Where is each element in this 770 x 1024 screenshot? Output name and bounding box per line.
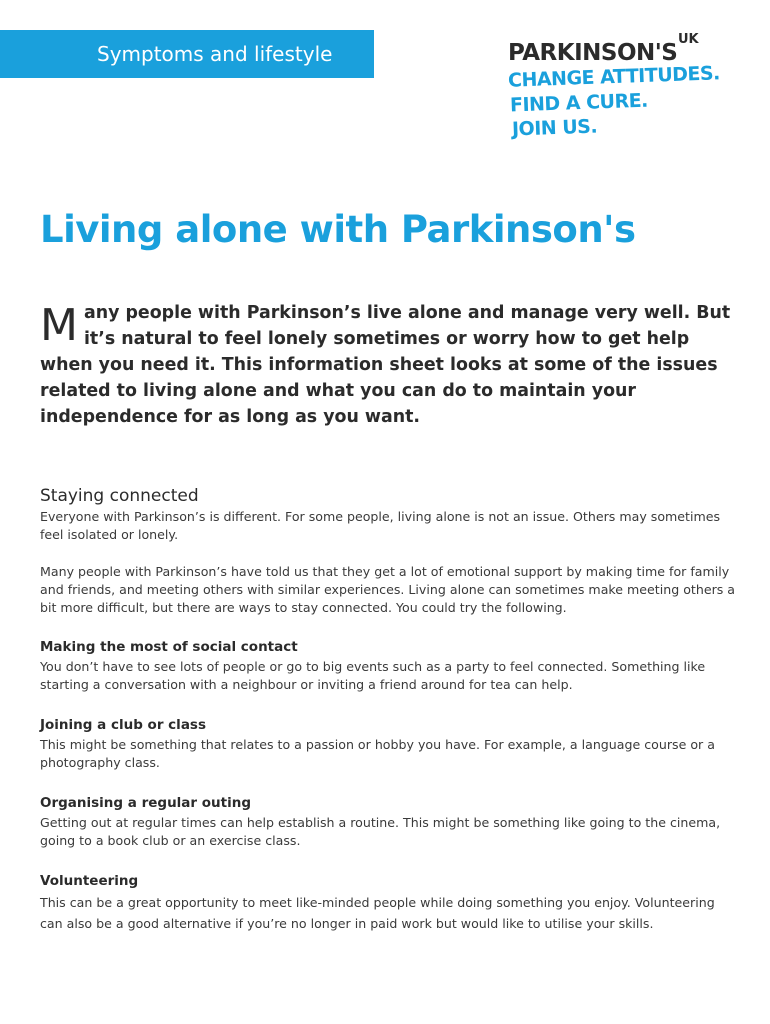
- paragraph-staying-connected-2: Many people with Parkinson’s have told us that they get a lot of emotional support by making time for family and friends, and meeting others with similar experiences. Living alone can sometimes make meeting others a bit more difficult, but there are ways to stay connected. You could try the following.: [40, 564, 736, 615]
- logo-slogan-line-2: FIND A CURE.: [509, 89, 649, 117]
- intro-paragraph: [40, 300, 740, 430]
- intro-text: any people with Parkinson’s live alone and manage very well. But it’s natural to feel lonely sometimes or worry how to get help when you need it. This information sheet looks at some of the issues related to living alone and what you can do to maintain your independence for as long as you want.: [40, 303, 731, 427]
- paragraph-club: This might be something that relates to a passion or hobby you have. For example, a language course or a photography class.: [40, 737, 715, 770]
- heading-volunteering: Volunteering: [40, 873, 139, 889]
- parkinsons-uk-logo: [508, 32, 748, 142]
- page-title: Living alone with Parkinson's: [40, 208, 636, 251]
- heading-staying-connected: Staying connected: [40, 486, 199, 506]
- paragraph-volunteering: This can be a great opportunity to meet like-minded people while doing something you enjoy. Volunteering can also be a good alternative if you’re no longer in paid work but would like to utilise your skills.: [40, 895, 715, 931]
- paragraph-staying-connected-1: Everyone with Parkinson’s is different. For some people, living alone is not an issue. Others may sometimes feel isolated or lonely.: [40, 509, 721, 542]
- logo-superscript: UK: [678, 32, 699, 47]
- heading-social-contact: Making the most of social contact: [40, 639, 298, 655]
- section-banner: [0, 30, 374, 78]
- logo-brand: PARKINSON'S: [508, 40, 678, 66]
- logo-slogan-line-3: JOIN US.: [511, 115, 598, 141]
- banner-label: Symptoms and lifestyle: [97, 42, 333, 66]
- heading-club: Joining a club or class: [40, 717, 206, 733]
- paragraph-outing: Getting out at regular times can help establish a routine. This might be something like going to the cinema, going to a book club or an exercise class.: [40, 815, 721, 848]
- heading-outing: Organising a regular outing: [40, 795, 252, 811]
- paragraph-social-contact: You don’t have to see lots of people or go to big events such as a party to feel connected. Something like starting a conversation with a neighbour or inviting a friend around for tea can help.: [40, 659, 706, 692]
- logo-slogan-line-1: CHANGE ATTITUDES.: [507, 62, 721, 92]
- intro-dropcap: M: [40, 300, 78, 351]
